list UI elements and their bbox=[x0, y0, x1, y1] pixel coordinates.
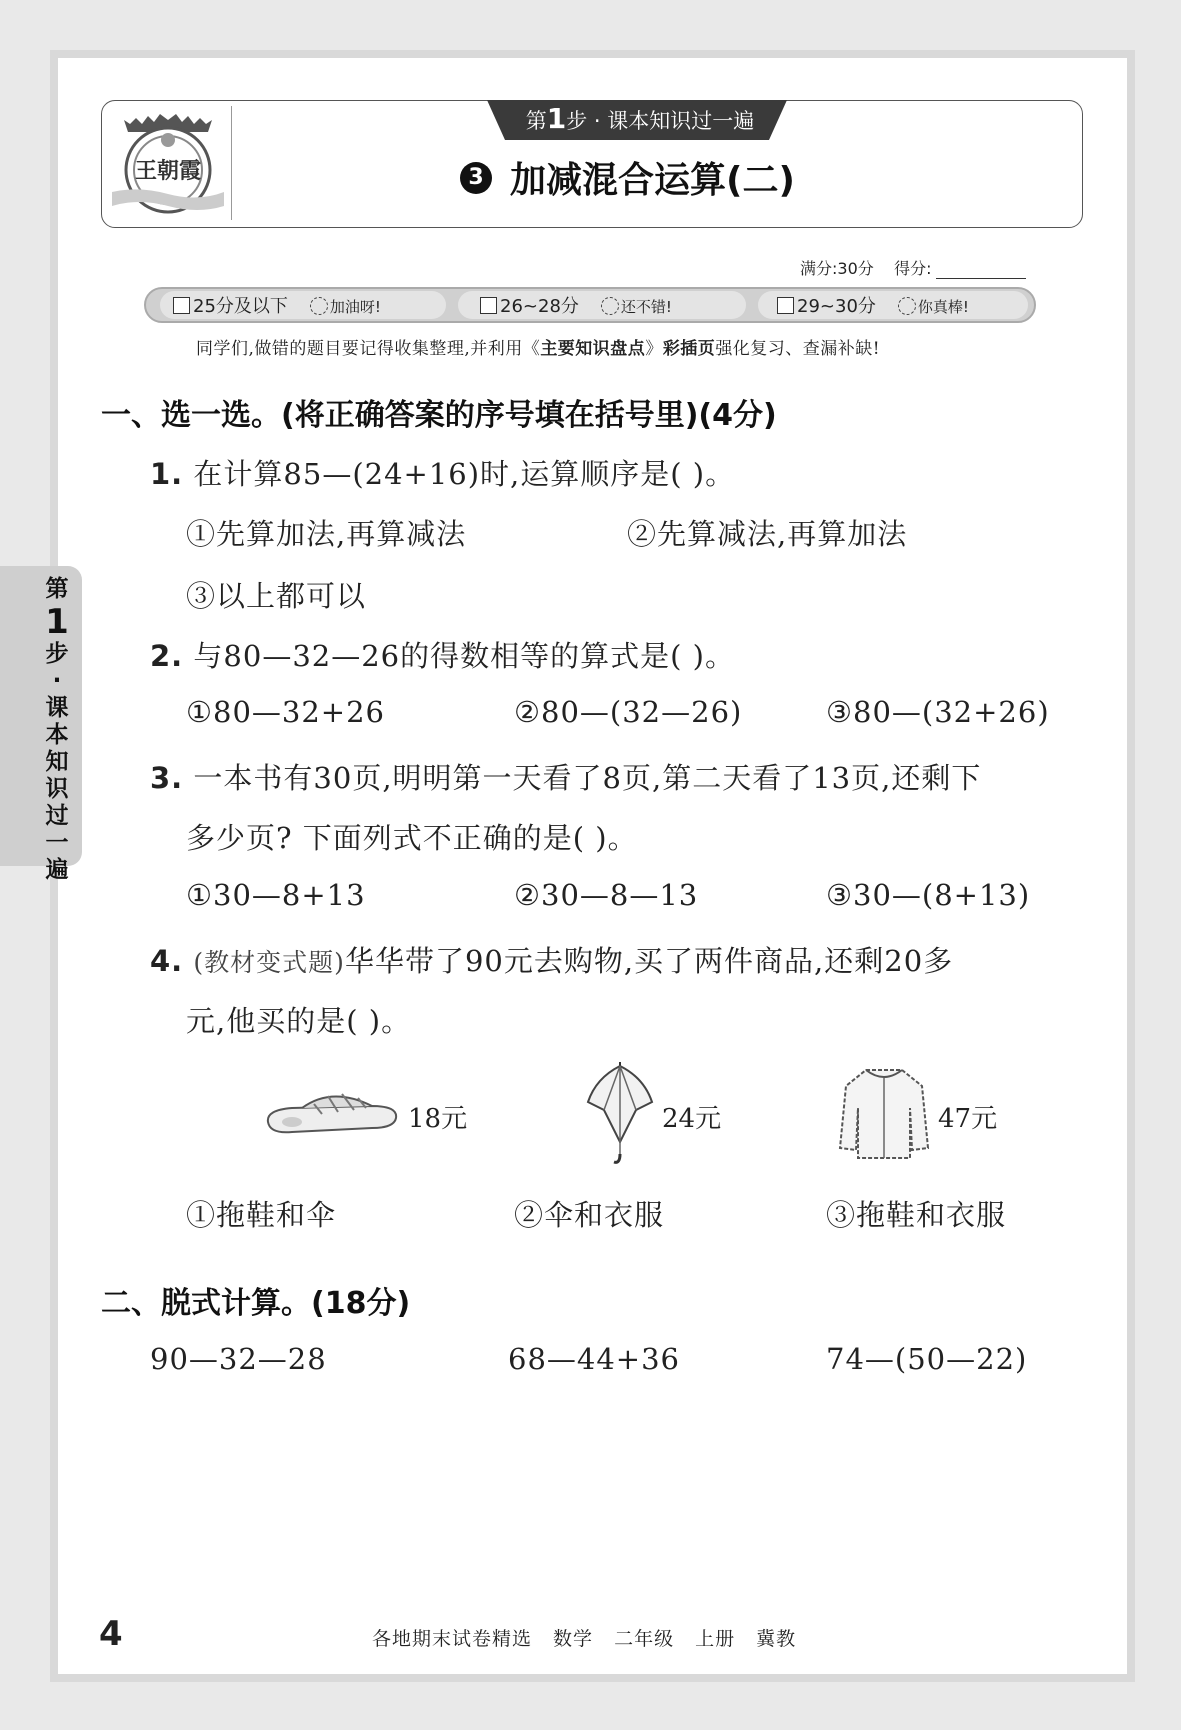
option: ①30—8+13 bbox=[186, 878, 366, 912]
level-item: 29~30分 你真棒! bbox=[777, 292, 969, 318]
question-3: 3. 一本书有30页,明明第一天看了8页,第二天看了13页,还剩下 bbox=[150, 761, 982, 795]
title-number-badge: 3 bbox=[460, 162, 492, 194]
option: ③80—(32+26) bbox=[826, 695, 1050, 729]
question-4-cont: 元,他买的是( )。 bbox=[186, 1004, 412, 1038]
page-title: 3 加减混合运算(二) bbox=[460, 152, 795, 203]
score-blank[interactable] bbox=[936, 264, 1026, 279]
price-label: 47元 bbox=[938, 1104, 998, 1134]
face-icon bbox=[310, 297, 328, 315]
option: ②伞和衣服 bbox=[514, 1198, 665, 1232]
jacket-icon bbox=[836, 1064, 932, 1162]
review-note: 同学们,做错的题目要记得收集整理,并利用《主要知识盘点》彩插页强化复习、查漏补缺! bbox=[196, 339, 881, 359]
step-label: 第1步 · 课本知识过一遍 bbox=[525, 102, 755, 135]
slipper-icon bbox=[262, 1082, 402, 1144]
option: ①先算加法,再算减法 bbox=[186, 517, 467, 551]
brand-logo bbox=[108, 106, 228, 218]
option: ③30—(8+13) bbox=[826, 878, 1031, 912]
option: ①80—32+26 bbox=[186, 695, 386, 729]
question-3-cont: 多少页? 下面列式不正确的是( )。 bbox=[186, 821, 638, 855]
option: ②80—(32—26) bbox=[514, 695, 743, 729]
svg-text:王朝霞: 王朝霞 bbox=[134, 158, 202, 184]
section-title: 二、脱式计算。(18分) bbox=[101, 1286, 411, 1321]
level-checkbox[interactable] bbox=[173, 297, 190, 314]
question-4: 4. (教材变式题)华华带了90元去购物,买了两件商品,还剩20多 bbox=[150, 944, 954, 978]
score-line: 满分:30分 得分: bbox=[800, 256, 1026, 279]
level-checkbox[interactable] bbox=[480, 297, 497, 314]
calc-expression: 90—32—28 bbox=[150, 1342, 327, 1376]
question-2: 2. 与80—32—26的得数相等的算式是( )。 bbox=[150, 639, 735, 673]
price-label: 24元 bbox=[662, 1104, 722, 1134]
logo-divider bbox=[231, 106, 232, 220]
face-icon bbox=[898, 297, 916, 315]
calc-expression: 74—(50—22) bbox=[826, 1342, 1028, 1376]
question-1: 1. 在计算85—(24+16)时,运算顺序是( )。 bbox=[150, 457, 736, 491]
option: ①拖鞋和伞 bbox=[186, 1198, 337, 1232]
section-title: 一、选一选。(将正确答案的序号填在括号里)(4分) bbox=[101, 398, 777, 433]
page-number: 4 bbox=[99, 1614, 123, 1654]
footer-text: 各地期末试卷精选 数学 二年级 上册 冀教 bbox=[372, 1628, 797, 1650]
option: ②30—8—13 bbox=[514, 878, 699, 912]
option: ③以上都可以 bbox=[186, 579, 367, 613]
umbrella-icon bbox=[582, 1058, 658, 1170]
face-icon bbox=[601, 297, 619, 315]
option: ②先算减法,再算加法 bbox=[627, 517, 908, 551]
level-item: 25分及以下 加油呀! bbox=[173, 292, 381, 318]
option: ③拖鞋和衣服 bbox=[826, 1198, 1007, 1232]
calc-expression: 68—44+36 bbox=[508, 1342, 681, 1376]
level-item: 26~28分 还不错! bbox=[480, 292, 672, 318]
price-label: 18元 bbox=[408, 1104, 468, 1134]
side-tab-label: 第 1 步·课本知识过一遍 bbox=[45, 576, 69, 883]
level-checkbox[interactable] bbox=[777, 297, 794, 314]
